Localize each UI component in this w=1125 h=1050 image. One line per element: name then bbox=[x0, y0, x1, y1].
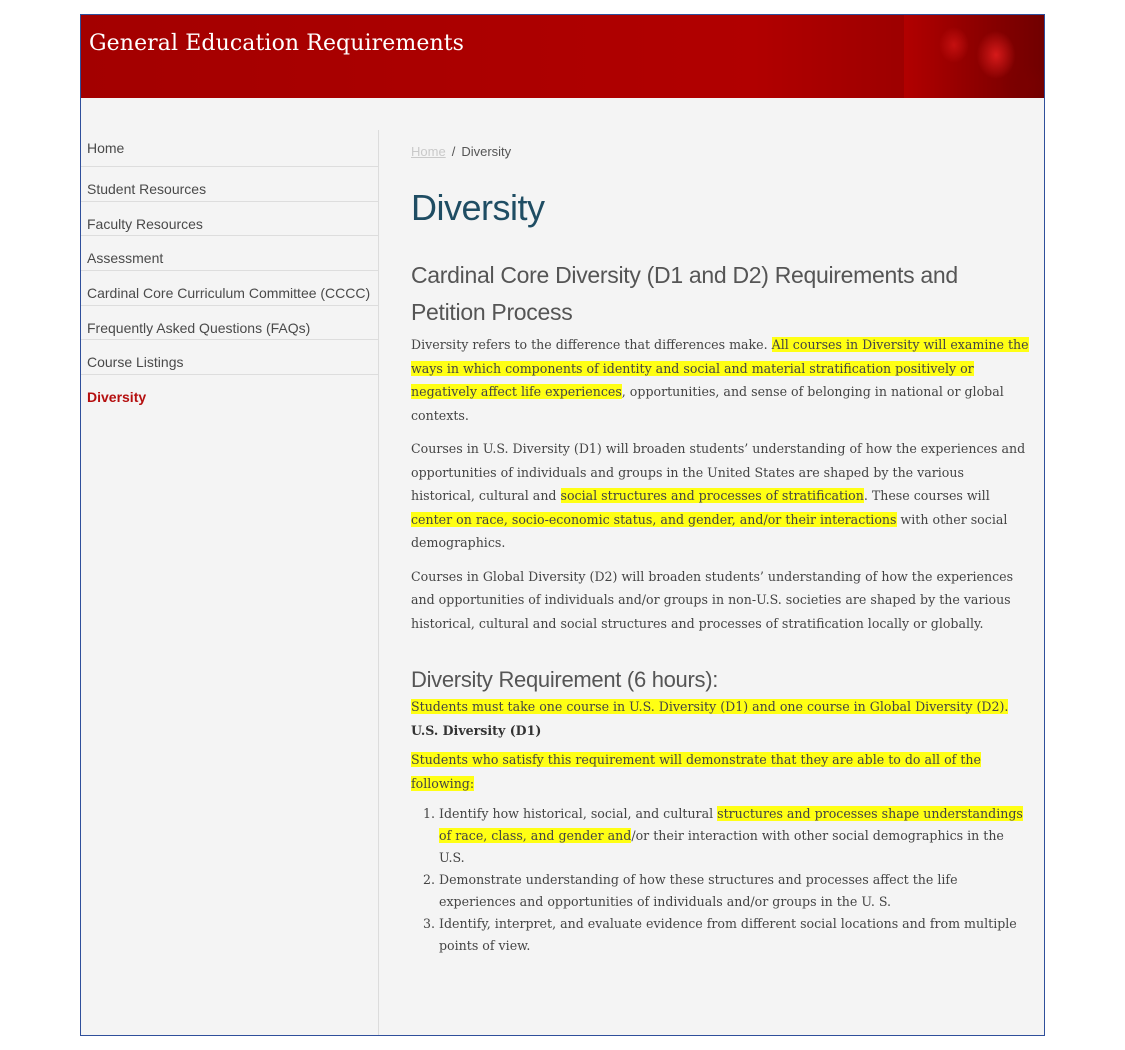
us-text: Courses in U.S. Diversity (D1) will broaden students’ understanding of how the experiences and opportunities of individuals and groups in the United States are shaped by the various historical, cultural and bbox=[411, 441, 1026, 503]
requirement-heading: Diversity Requirement (6 hours): bbox=[411, 667, 719, 692]
outcomes-highlight: Students who satisfy this requirement will demonstrate that they are able to do all of the following: bbox=[411, 752, 981, 791]
list-item-text: Demonstrate understanding of how these structures and processes affect the life experiences and opportunities of individuals and/or groups in the U. S. bbox=[439, 872, 958, 909]
us-diversity-paragraph bbox=[411, 437, 1031, 555]
us-diversity-subhead: U.S. Diversity (D1) bbox=[411, 722, 542, 738]
list-item bbox=[439, 869, 1031, 913]
sidebar-item-student-resources[interactable]: Student Resources bbox=[81, 167, 379, 202]
us-text-end: with other social demographics. bbox=[411, 511, 1008, 550]
site-title[interactable]: General Education Requirements bbox=[89, 31, 465, 56]
sidebar-item-diversity[interactable]: Diversity bbox=[87, 389, 147, 406]
requirements-heading: Cardinal Core Diversity (D1 and D2) Requirements and Petition Process bbox=[411, 262, 958, 325]
site-banner bbox=[81, 15, 1044, 98]
intro-text: Diversity refers to the difference that differences make. bbox=[411, 337, 772, 352]
breadcrumb-separator: / bbox=[451, 144, 456, 159]
sidebar-item-assessment[interactable]: Assessment bbox=[81, 236, 379, 271]
sidebar-item-course-listings[interactable]: Course Listings bbox=[81, 340, 379, 375]
global-diversity-paragraph: Courses in Global Diversity (D2) will broaden students’ understanding of how the experiences and opportunities of individuals and/or groups in non-U.S. societies are shaped by the various historical, cultural and social structures and processes of stratification locally or globally. bbox=[411, 568, 1014, 631]
requirement-paragraph bbox=[411, 695, 1031, 719]
list-item-text: Identify how historical, social, and cultural bbox=[439, 806, 718, 821]
us-highlight-1: social structures and processes of stratification bbox=[560, 488, 864, 503]
sidebar-item-faqs[interactable]: Frequently Asked Questions (FAQs) bbox=[81, 306, 379, 341]
intro-highlight: All courses in Diversity will examine the ways in which components of identity and social and material stratification positively or negatively affect life experiences bbox=[411, 337, 1029, 399]
outcomes-paragraph bbox=[411, 748, 1031, 795]
sidebar-item-faculty-resources[interactable]: Faculty Resources bbox=[81, 202, 379, 237]
sidebar-divider bbox=[378, 130, 379, 1036]
intro-paragraph bbox=[411, 333, 1031, 427]
banner-photo bbox=[904, 15, 1044, 98]
list-item-text: Identify, interpret, and evaluate evidence from different social locations and from multiple points of view. bbox=[439, 916, 1017, 953]
breadcrumb-home-link[interactable]: Home bbox=[411, 144, 446, 159]
sidebar-nav bbox=[81, 129, 379, 410]
us-highlight-2: center on race, socio-economic status, and gender, and/or their interactions bbox=[411, 511, 897, 527]
sidebar-item-cccc[interactable]: Cardinal Core Curriculum Committee (CCCC) bbox=[81, 271, 379, 306]
list-item-highlight: structures and processes shape understandings of race, class, and gender and bbox=[439, 806, 1023, 843]
list-item-text-end: /or their interaction with other social demographics in the U.S. bbox=[439, 828, 1004, 865]
sidebar-item-home[interactable]: Home bbox=[81, 129, 379, 167]
us-text-mid: . These courses will bbox=[863, 488, 990, 503]
intro-text-end: , opportunities, and sense of belonging in national or global contexts. bbox=[411, 384, 1004, 423]
list-item bbox=[439, 913, 1031, 957]
breadcrumb bbox=[411, 144, 1031, 159]
page-frame bbox=[80, 14, 1045, 1036]
breadcrumb-current: Diversity bbox=[461, 144, 512, 159]
outcomes-list bbox=[411, 803, 1031, 957]
page-title: Diversity bbox=[411, 187, 545, 228]
list-item bbox=[439, 803, 1031, 869]
main-content bbox=[411, 130, 1031, 957]
requirement-highlight: Students must take one course in U.S. Diversity (D1) and one course in Global Diversity (D2). bbox=[411, 699, 1009, 714]
